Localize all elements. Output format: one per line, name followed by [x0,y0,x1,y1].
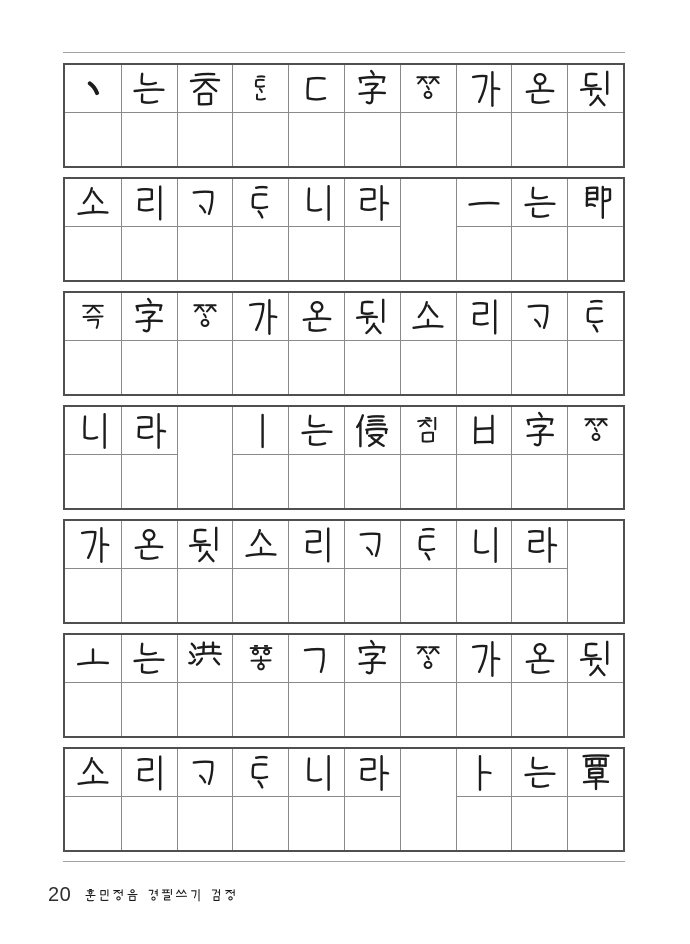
character-cell [344,179,400,227]
character-cell [400,407,456,455]
character-cell [511,65,567,113]
character-glyph [79,303,107,331]
row-group-6 [63,633,625,738]
character-glyph [297,753,337,793]
character-cell [177,179,233,227]
practice-cell [344,455,400,508]
character-glyph [129,753,169,793]
character-cell [456,521,512,569]
practice-cell [567,113,623,166]
character-cell [177,635,233,683]
practice-cell [400,113,456,166]
character-glyph [520,297,560,337]
practice-cell [288,113,344,166]
character-glyph [185,525,225,565]
character-glyph [582,417,610,445]
character-cell [400,521,456,569]
character-cell [232,293,288,341]
practice-cell [567,683,623,736]
character-cell [344,293,400,341]
practice-cell [232,227,288,280]
character-glyph [175,889,188,902]
character-cell [288,749,344,797]
spacer-cell [400,179,456,280]
practice-cell [288,455,344,508]
character-glyph [352,183,392,223]
row-group-2 [63,177,625,282]
page-footer [48,884,237,906]
practice-cell [288,569,344,622]
character-cell [65,179,121,227]
character-cell [456,635,512,683]
practice-cell [567,341,623,394]
character-glyph [464,69,504,109]
character-cell [65,65,121,113]
practice-cell [344,227,400,280]
character-glyph [147,889,160,902]
character-glyph [224,889,237,902]
practice-cell [400,569,456,622]
practice-cell [65,341,121,394]
character-cell [567,407,623,455]
character-glyph [241,183,281,223]
character-cell [511,407,567,455]
character-cell [288,521,344,569]
practice-cell [400,455,456,508]
character-cell [567,749,623,797]
practice-cell [511,683,567,736]
character-glyph [520,639,560,679]
practice-cell [344,683,400,736]
character-cell [121,635,177,683]
character-glyph [352,639,392,679]
practice-cell [511,341,567,394]
practice-cell [567,797,623,850]
character-glyph [73,639,113,679]
character-cell [232,179,288,227]
practice-cell [177,227,233,280]
character-glyph [414,417,442,445]
character-cell [232,65,288,113]
character-cell [177,293,233,341]
character-glyph [73,753,113,793]
page-number: 20 [48,884,72,906]
row-group-5 [63,519,625,624]
character-glyph [247,645,275,673]
character-glyph [129,525,169,565]
character-glyph [408,525,448,565]
practice-cell [456,227,512,280]
character-cell [400,293,456,341]
character-glyph [129,411,169,451]
character-glyph [112,889,125,902]
character-glyph [464,183,504,223]
character-cell [232,521,288,569]
practice-cell [400,341,456,394]
practice-cell [121,227,177,280]
row-group-4 [63,405,625,510]
character-cell [511,521,567,569]
character-glyph [241,753,281,793]
character-glyph [408,297,448,337]
character-cell [511,293,567,341]
character-glyph [185,753,225,793]
practice-cell [288,683,344,736]
row-group-1 [63,63,625,168]
character-glyph [185,639,225,679]
practice-cell [232,683,288,736]
character-cell [511,635,567,683]
character-cell [121,521,177,569]
character-glyph [520,411,560,451]
practice-cell [511,797,567,850]
practice-cell [344,569,400,622]
character-glyph [84,889,97,902]
practice-cell [65,227,121,280]
character-cell [344,521,400,569]
character-cell [344,749,400,797]
character-cell [344,407,400,455]
character-cell [567,635,623,683]
character-cell [567,293,623,341]
practice-cell [65,569,121,622]
practice-cell [232,797,288,850]
character-glyph [297,69,337,109]
character-glyph [247,75,275,103]
row-group-7 [63,747,625,852]
character-glyph [576,753,616,793]
practice-cell [511,113,567,166]
character-glyph [185,69,225,109]
practice-cell [121,341,177,394]
character-glyph [129,183,169,223]
character-glyph [73,183,113,223]
character-glyph [126,889,139,902]
practice-cell [456,113,512,166]
character-glyph [73,69,113,109]
practice-cell [177,797,233,850]
practice-cell [121,455,177,508]
character-cell [567,179,623,227]
practice-cell [567,455,623,508]
character-cell [288,179,344,227]
character-cell [288,65,344,113]
character-glyph [520,753,560,793]
character-glyph [297,639,337,679]
character-cell [567,65,623,113]
character-glyph [464,411,504,451]
spacer-cell [177,407,233,508]
character-glyph [191,303,219,331]
practice-cell [456,683,512,736]
character-glyph [297,297,337,337]
character-glyph [464,525,504,565]
character-glyph [297,525,337,565]
character-glyph [73,411,113,451]
character-glyph [520,525,560,565]
character-glyph [414,75,442,103]
character-glyph [210,889,223,902]
bottom-rule [63,861,625,862]
character-glyph [73,525,113,565]
character-cell [288,407,344,455]
character-cell [65,749,121,797]
practice-cell [456,455,512,508]
character-glyph [414,645,442,673]
practice-cell [65,683,121,736]
character-glyph [576,297,616,337]
character-glyph [576,639,616,679]
character-cell [65,635,121,683]
character-cell [65,521,121,569]
character-glyph [241,525,281,565]
character-glyph [185,183,225,223]
character-cell [177,521,233,569]
practice-cell [400,683,456,736]
character-glyph [352,411,392,451]
character-glyph [520,69,560,109]
character-glyph [129,639,169,679]
character-cell [232,749,288,797]
practice-cell [65,113,121,166]
spacer-cell [567,521,623,622]
character-glyph [241,411,281,451]
character-cell [456,179,512,227]
practice-cell [456,341,512,394]
practice-cell [121,569,177,622]
character-glyph [189,889,202,902]
character-cell [177,65,233,113]
practice-cell [65,455,121,508]
character-cell [177,749,233,797]
character-glyph [520,183,560,223]
character-cell [344,65,400,113]
practice-cell [121,683,177,736]
character-glyph [576,69,616,109]
character-glyph [464,297,504,337]
practice-cell [344,341,400,394]
character-cell [511,749,567,797]
character-cell [121,293,177,341]
practice-cell [511,455,567,508]
character-cell [65,407,121,455]
practice-cell [232,569,288,622]
character-cell [65,293,121,341]
footer-title [84,889,237,902]
practice-cell [456,797,512,850]
character-cell [288,293,344,341]
practice-cell [177,113,233,166]
character-glyph [352,69,392,109]
top-rule [63,52,625,53]
practice-cell [232,341,288,394]
practice-cell [177,569,233,622]
character-glyph [352,297,392,337]
practice-cell [121,797,177,850]
character-glyph [129,297,169,337]
character-cell [232,635,288,683]
practice-cell [288,797,344,850]
grid-groups [63,63,625,852]
row-group-3 [63,291,625,396]
practice-cell [567,227,623,280]
character-cell [456,293,512,341]
practice-grid [63,52,625,862]
character-glyph [464,639,504,679]
practice-cell [177,683,233,736]
practice-cell [177,341,233,394]
character-cell [456,65,512,113]
practice-cell [511,227,567,280]
character-cell [121,407,177,455]
practice-cell [344,113,400,166]
practice-cell [232,455,288,508]
practice-cell [65,797,121,850]
character-glyph [352,525,392,565]
character-glyph [241,297,281,337]
practice-cell [288,227,344,280]
practice-cell [456,569,512,622]
character-glyph [297,183,337,223]
character-cell [121,749,177,797]
character-glyph [98,889,111,902]
character-glyph [129,69,169,109]
character-cell [232,407,288,455]
character-glyph [352,753,392,793]
practice-cell [232,113,288,166]
character-glyph [464,753,504,793]
character-glyph [161,889,174,902]
character-cell [456,749,512,797]
character-cell [400,635,456,683]
practice-cell [121,113,177,166]
character-cell [121,65,177,113]
practice-cell [511,569,567,622]
practice-cell [288,341,344,394]
character-glyph [576,183,616,223]
character-cell [121,179,177,227]
character-cell [511,179,567,227]
practice-cell [344,797,400,850]
character-cell [344,635,400,683]
character-glyph [297,411,337,451]
character-cell [288,635,344,683]
character-cell [400,65,456,113]
spacer-cell [400,749,456,850]
character-cell [456,407,512,455]
